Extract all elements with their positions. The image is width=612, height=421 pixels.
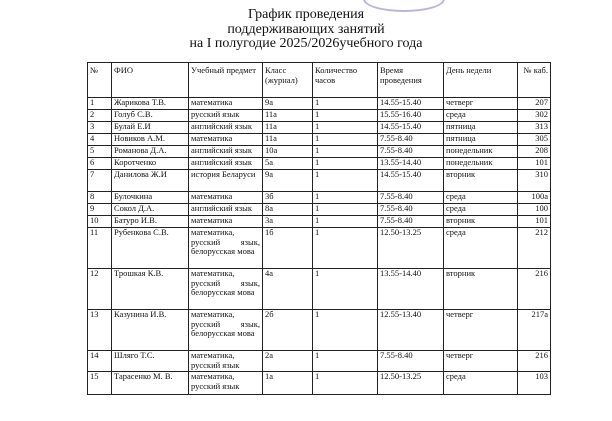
row-room: 101: [518, 216, 551, 228]
row-room: 217а: [518, 310, 551, 351]
row-class: 4а: [263, 269, 313, 310]
row-time: 14.55-15.40: [378, 170, 444, 192]
row-room: 216: [518, 351, 551, 372]
row-subject: русский язык: [189, 110, 263, 122]
table-row: [88, 134, 551, 146]
row-class: 10а: [263, 146, 313, 158]
row-hours: 1: [313, 204, 378, 216]
row-class: 11а: [263, 122, 313, 134]
row-day: пятница: [444, 122, 518, 134]
row-subject: английский язык: [189, 158, 263, 170]
row-subject: английский язык: [189, 204, 263, 216]
row-subject: математика, русский язык, белорусская мова: [189, 269, 263, 310]
row-room: 310: [518, 170, 551, 192]
row-name: Новиков А.М.: [112, 134, 189, 146]
row-day: четверг: [444, 98, 518, 110]
row-time: 15.55-16.40: [378, 110, 444, 122]
row-time: 12.55-13.40: [378, 310, 444, 351]
row-day: четверг: [444, 310, 518, 351]
row-class: 2а: [263, 351, 313, 372]
row-hours: 1: [313, 228, 378, 269]
row-subject: английский язык: [189, 146, 263, 158]
table-row: [88, 158, 551, 170]
row-room: 216: [518, 269, 551, 310]
row-room: 101: [518, 158, 551, 170]
header-hours: Количество часов: [313, 63, 378, 98]
row-number: 6: [88, 158, 112, 170]
table-row: [88, 170, 551, 192]
header-subject: Учебный предмет: [189, 63, 263, 98]
row-time: 7.55-8.40: [378, 204, 444, 216]
header-name: ФИО: [112, 63, 189, 98]
row-hours: 1: [313, 269, 378, 310]
row-subject: математика: [189, 134, 263, 146]
row-class: 3а: [263, 216, 313, 228]
row-class: 11а: [263, 110, 313, 122]
row-room: 103: [518, 372, 551, 395]
table-row: [88, 122, 551, 134]
row-time: 12.50-13.25: [378, 228, 444, 269]
row-hours: 1: [313, 146, 378, 158]
row-time: 7.55-8.40: [378, 192, 444, 204]
row-hours: 1: [313, 134, 378, 146]
document-title-line-2: поддерживающих занятий: [227, 22, 385, 37]
row-number: 1: [88, 98, 112, 110]
table-row: [88, 204, 551, 216]
row-hours: 1: [313, 372, 378, 395]
row-subject: математика, русский язык, белорусская мова: [189, 228, 263, 269]
row-day: среда: [444, 228, 518, 269]
row-hours: 1: [313, 122, 378, 134]
header-number: №: [88, 63, 112, 98]
row-name: Коротченко: [112, 158, 189, 170]
row-day: вторник: [444, 170, 518, 192]
table-row: [88, 372, 551, 395]
row-name: Голуб С.В.: [112, 110, 189, 122]
row-room: 305: [518, 134, 551, 146]
row-hours: 1: [313, 216, 378, 228]
row-hours: 1: [313, 192, 378, 204]
row-day: понедельник: [444, 146, 518, 158]
row-name: Тарасенко М. В.: [112, 372, 189, 395]
row-hours: 1: [313, 170, 378, 192]
row-room: 302: [518, 110, 551, 122]
row-hours: 1: [313, 310, 378, 351]
row-room: 100: [518, 204, 551, 216]
row-hours: 1: [313, 351, 378, 372]
row-number: 4: [88, 134, 112, 146]
row-class: 5а: [263, 158, 313, 170]
row-class: 1б: [263, 228, 313, 269]
row-subject: математика: [189, 98, 263, 110]
table-row: [88, 110, 551, 122]
row-class: 9а: [263, 170, 313, 192]
header-time: Время проведения: [378, 63, 444, 98]
row-subject: математика: [189, 192, 263, 204]
row-day: понедельник: [444, 158, 518, 170]
row-number: 14: [88, 351, 112, 372]
row-day: среда: [444, 204, 518, 216]
row-subject: английский язык: [189, 122, 263, 134]
row-day: среда: [444, 372, 518, 395]
row-time: 14.55-15.40: [378, 122, 444, 134]
row-hours: 1: [313, 158, 378, 170]
table-row: [88, 98, 551, 110]
row-name: Шляго Т.С.: [112, 351, 189, 372]
row-room: 212: [518, 228, 551, 269]
row-subject: математика, русский язык: [189, 351, 263, 372]
row-number: 11: [88, 228, 112, 269]
row-room: 208: [518, 146, 551, 158]
document-title-line-1: График проведения: [247, 7, 365, 22]
row-number: 10: [88, 216, 112, 228]
row-number: 8: [88, 192, 112, 204]
row-subject: математика: [189, 216, 263, 228]
row-room: 100а: [518, 192, 551, 204]
row-name: Булай Е.И: [112, 122, 189, 134]
header-day: День недели: [444, 63, 518, 98]
row-name: Батуро И.В.: [112, 216, 189, 228]
row-name: Булочкина: [112, 192, 189, 204]
row-subject: математика, русский язык: [189, 372, 263, 395]
table-row: [88, 146, 551, 158]
table-row: [88, 216, 551, 228]
table-row: [88, 310, 551, 351]
row-class: 8а: [263, 204, 313, 216]
row-hours: 1: [313, 98, 378, 110]
row-number: 9: [88, 204, 112, 216]
row-time: 12.50-13.25: [378, 372, 444, 395]
row-room: 207: [518, 98, 551, 110]
row-time: 7.55-8.40: [378, 134, 444, 146]
row-name: Трошкая К.В.: [112, 269, 189, 310]
row-class: 3б: [263, 192, 313, 204]
row-day: вторник: [444, 269, 518, 310]
table-row: [88, 192, 551, 204]
row-number: 7: [88, 170, 112, 192]
row-number: 3: [88, 122, 112, 134]
row-subject: математика, русский язык, белорусская мова: [189, 310, 263, 351]
row-name: Сокол Д.А.: [112, 204, 189, 216]
row-number: 2: [88, 110, 112, 122]
row-day: пятница: [444, 134, 518, 146]
row-time: 13.55-14.40: [378, 158, 444, 170]
row-time: 7.55-8.40: [378, 216, 444, 228]
row-class: 1а: [263, 372, 313, 395]
row-name: Романова Д.А.: [112, 146, 189, 158]
row-hours: 1: [313, 110, 378, 122]
row-subject: история Беларуси: [189, 170, 263, 192]
row-name: Казунина И.В.: [112, 310, 189, 351]
table-header-row: [88, 63, 551, 98]
row-name: Данилова Ж.И: [112, 170, 189, 192]
row-class: 2б: [263, 310, 313, 351]
row-day: четверг: [444, 351, 518, 372]
header-class: Класс (журнал): [263, 63, 313, 98]
document-title-line-3: на I полугодие 2025/2026учебного года: [189, 36, 423, 51]
row-number: 12: [88, 269, 112, 310]
row-day: вторник: [444, 216, 518, 228]
row-class: 9а: [263, 98, 313, 110]
row-day: среда: [444, 110, 518, 122]
row-name: Жарикова Т.В.: [112, 98, 189, 110]
row-time: 7.55-8.40: [378, 351, 444, 372]
row-name: Рубенкова С.В.: [112, 228, 189, 269]
row-number: 15: [88, 372, 112, 395]
table-row: [88, 269, 551, 310]
row-number: 5: [88, 146, 112, 158]
table-row: [88, 351, 551, 372]
row-time: 7.55-8.40: [378, 146, 444, 158]
row-time: 14.55-15.40: [378, 98, 444, 110]
header-room: № каб.: [518, 63, 551, 98]
row-time: 13.55-14.40: [378, 269, 444, 310]
table-row: [88, 228, 551, 269]
row-number: 13: [88, 310, 112, 351]
row-day: среда: [444, 192, 518, 204]
row-class: 11а: [263, 134, 313, 146]
schedule-table: [87, 62, 551, 395]
row-room: 313: [518, 122, 551, 134]
